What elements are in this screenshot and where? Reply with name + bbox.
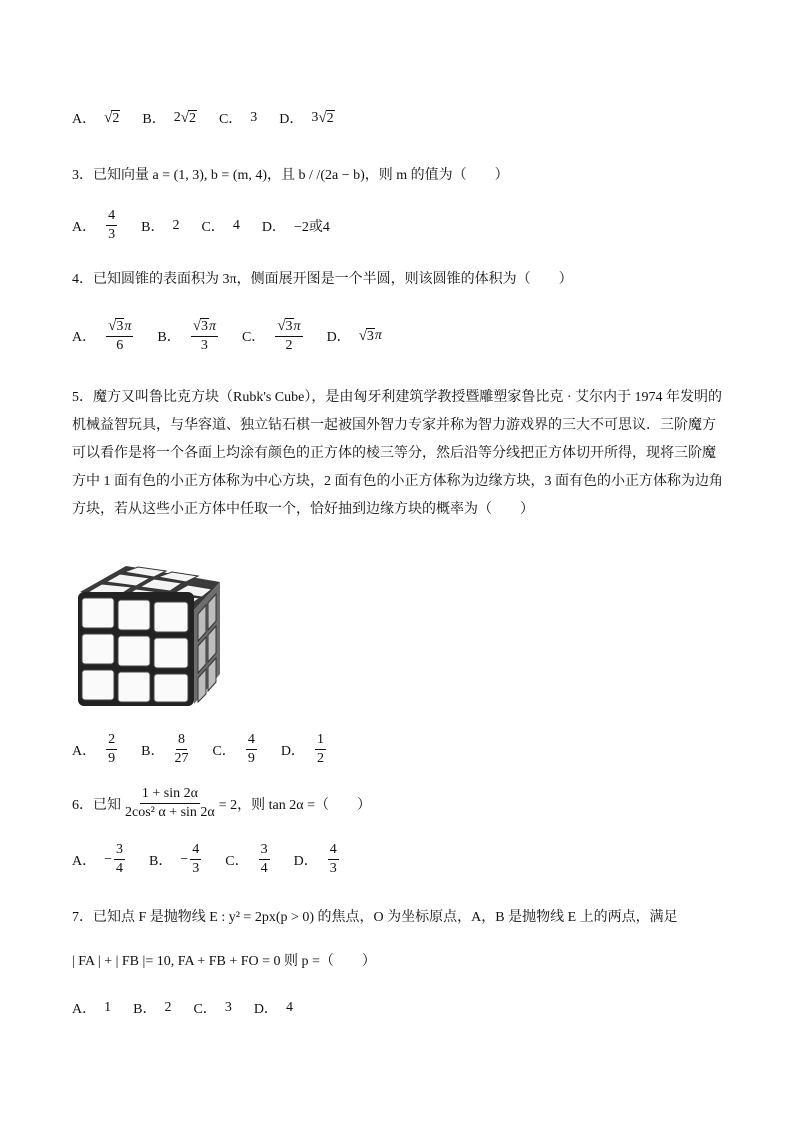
sqrt-symbol: √ 3 (358, 327, 374, 344)
q6-option-c[interactable]: C． $\frac{3}{4}$ (225, 842, 268, 877)
q6-option-a[interactable]: A． − $\frac{3}{4}$ (72, 842, 124, 877)
q2-option-c[interactable]: C． 3 (218, 110, 258, 127)
q7-option-c[interactable]: C． 3 (193, 1000, 232, 1017)
q5-option-d[interactable]: D． $\frac{1}{2}$ (280, 732, 324, 767)
sqrt-symbol: √ 3 (277, 318, 293, 334)
q2-option-b[interactable]: B． 2 √ 2 (142, 109, 196, 127)
q5-options (72, 732, 350, 767)
fraction: $\frac{1 + \sin 2\alpha}{\text{2cos² α + sin 2α}}$ (125, 786, 215, 821)
q4-options (72, 318, 404, 354)
q4-option-a[interactable]: A． √ 3 π 6 (72, 318, 132, 354)
q3-option-a[interactable]: A． $\frac{4}{3}$ (72, 208, 116, 243)
fraction: $\frac{4}{9}$ (247, 732, 255, 767)
q7-option-a[interactable]: A． 1 (72, 1000, 112, 1017)
fraction: √ 3 π 3 (192, 318, 216, 354)
q2-option-a[interactable]: A． √ 2 (72, 109, 120, 127)
q7-question-text-line1: 7．已知点 F 是抛物线 E : y² = 2px(p > 0) 的焦点，O 为坐标原点，A，B 是抛物线 E 上的两点，满足 (72, 910, 678, 925)
q5-question-text: 5．魔方又叫鲁比克方块（Rubk's Cube），是由匈牙利建筑学教授暨雕塑家鲁比克 · 艾尔内于 1974 年发明的 机械益智玩具，与华容道、独立钻石棋一起被国外智力专家并称为智力游戏界的三大不可思议．三阶魔方 可以看作是将一个各面上均涂有颜色的正方体的棱三等分，然后沿等分线把正方体切开所得，现将三阶魔 方中 1 面有色的小正方体称为中心方块，2 面有色的小正方体称为边缘方块，3 面有色的小正方体称为边角 方块，若从这些小正方体中任取一个，恰好抽到边缘方块的概率为（ ） (72, 390, 723, 517)
fraction: $\frac{2}{9}$ (108, 732, 116, 767)
sqrt-symbol: √ 3 (108, 318, 124, 334)
sqrt-symbol: √ 2 (318, 109, 334, 126)
fraction: $\frac{4}{3}$ (329, 842, 337, 877)
q6-option-b[interactable]: B． − $\frac{4}{3}$ (149, 842, 200, 877)
q6-option-d[interactable]: D． $\frac{4}{3}$ (293, 842, 337, 877)
q6-question-text: 6．已知 $\frac{1 + \sin 2\alpha}{\text{2cos² α + sin 2α}}$ = 2，则 tan 2α =（ ） (72, 786, 371, 821)
sqrt-symbol: √ 2 (180, 109, 196, 126)
q3-question-text: 3．已知向量 a = (1, 3), b = (m, 4)，且 b / /(2a − b)，则 m 的值为（ ） (72, 168, 509, 183)
q4-option-b[interactable]: B． √ 3 π 3 (157, 318, 216, 354)
fraction: √ 3 π 6 (108, 318, 132, 354)
q2-options (72, 108, 357, 128)
q7-option-d[interactable]: D． 4 (253, 1000, 293, 1017)
q2-option-d[interactable]: D． 3 √ 2 (279, 109, 334, 127)
q7-options (72, 998, 315, 1018)
q5-option-b[interactable]: B． $\frac{8}{27}$ (141, 732, 189, 767)
q7-question-text-line2: | FA | + | FB |= 10, FA + FB + FO = 0 则 p =（ ） (72, 954, 376, 969)
fraction: $\frac{3}{4}$ (260, 842, 268, 877)
fraction: √ 3 π 2 (277, 318, 301, 354)
sqrt-symbol: √ 3 (192, 318, 208, 334)
rubiks-cube-figure (74, 562, 224, 710)
fraction: $\frac{1}{2}$ (316, 732, 324, 767)
fraction: $\frac{8}{27}$ (174, 732, 189, 767)
sqrt-symbol: √ 2 (104, 109, 120, 126)
q4-question-text: 4．已知圆锥的表面积为 3π，侧面展开图是一个半圆，则该圆锥的体积为（ ） (72, 272, 573, 287)
fraction: $\frac{4}{3}$ (192, 842, 200, 877)
q3-options (72, 208, 352, 243)
q4-option-d[interactable]: D． √ 3 π (326, 327, 382, 346)
q7-option-b[interactable]: B． 2 (133, 1000, 172, 1017)
q6-options (72, 842, 363, 877)
q3-option-c[interactable]: C． 4 (201, 217, 240, 235)
q3-option-d[interactable]: D． −2或4 (261, 219, 330, 235)
q5-option-c[interactable]: C． $\frac{4}{9}$ (212, 732, 255, 767)
q3-option-b[interactable]: B． 2 (141, 217, 180, 235)
fraction: $\frac{4}{3}$ (108, 208, 116, 243)
fraction: $\frac{3}{4}$ (116, 842, 124, 877)
q5-option-a[interactable]: A． $\frac{2}{9}$ (72, 732, 116, 767)
q4-option-c[interactable]: C． √ 3 π 2 (241, 318, 301, 354)
